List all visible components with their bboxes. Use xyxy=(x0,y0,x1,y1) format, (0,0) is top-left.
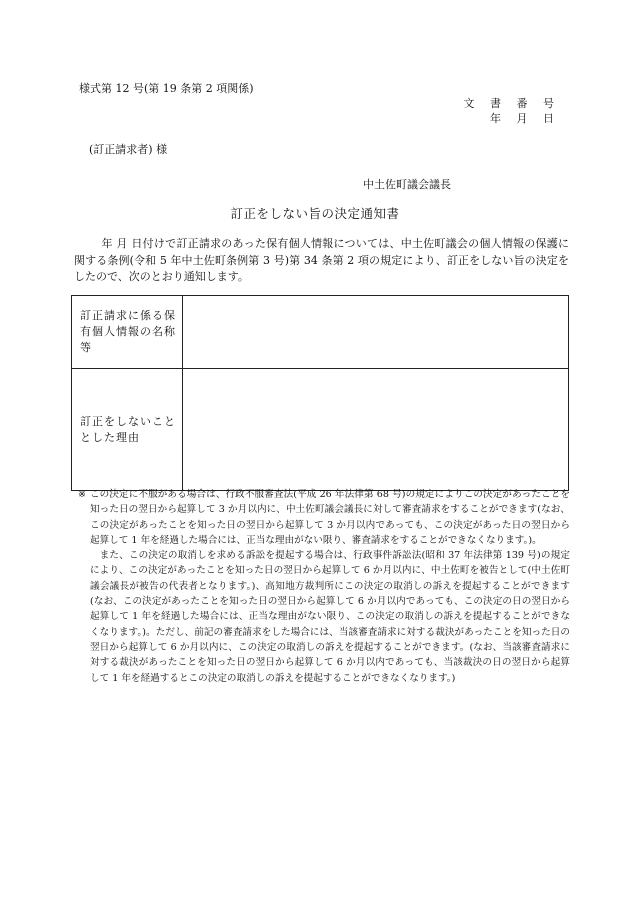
document-number-label: 文 書 番 号 xyxy=(463,97,560,110)
table-label-reason: 訂正をしないこととした理由 xyxy=(72,369,183,491)
table-label-personal-info: 訂正請求に係る保有個人情報の名称等 xyxy=(72,296,183,369)
date-label: 年 月 日 xyxy=(490,112,560,125)
note-paragraph xyxy=(78,548,570,686)
header-right-block xyxy=(464,96,561,126)
note-paragraph-2-text: また、この決定の取消しを求める訴訟を提起する場合は、行政事件訴訟法(昭和 37 年法律第 139 号)の規定により、この決定があったことを知った日の翌日から起算して 6 か月以内に、中土佐町を被告として(中土佐町議会議長が被告の代表者となります。)、高知地方裁判所にこの決定の取消しの訴えを提起することができます(なお、この決定があったことを知った日の翌日から起算して 6 か月以内であっても、この決定の日の翌日から起算して 1 年を経過した場合には、正当な理由がない限り、この決定の取消しの訴えを提起することができなくなります。)。ただし、前記の審査請求をした場合には、当該審査請求に対する裁決があったことを知った日の翌日から起算して 6 か月以内に、この決定の取消しの訴えを提起することができます。(なお、当該審査請求に対する裁決があったことを知った日の翌日から起算して 6 か月以内であっても、当該裁決の日の翌日から起算して 1 年を経過するとこの決定の取消しの訴えを提起することができなくなります。) xyxy=(90,550,570,684)
body-text: 年 月 日付けで訂正請求のあった保有個人情報については、中土佐町議会の個人情報の保護に関する条例(令和 5 年中土佐町条例第 3 号)第 34 条第 2 項の規定により、訂正をしない旨の決定をしたので、次のとおり通知します。 xyxy=(74,237,569,283)
info-table xyxy=(71,295,569,491)
form-number: 様式第 12 号(第 19 条第 2 項関係) xyxy=(79,82,254,95)
note-mark: ※ xyxy=(78,489,87,500)
table-value-reason xyxy=(183,369,569,491)
note-paragraph xyxy=(78,487,570,548)
table-row xyxy=(72,296,569,369)
addressee: (訂正請求者) 様 xyxy=(89,143,168,156)
note-paragraph-1-text: この決定に不服がある場合は、行政不服審査法(平成 26 年法律第 68 号)の規定によりこの決定があったことを知った日の翌日から起算して 3 か月以内に、中土佐町議会議長に対して審査請求をすることができます(なお、この決定があったことを知った日の翌日から起算して 3 か月以内であっても、この決定があった日の翌日から起算して 1 年を経過した場合には、正当な理由がない限り、審査請求をすることができなくなります。)。 xyxy=(90,489,570,546)
table-value-personal-info xyxy=(183,296,569,369)
table-row xyxy=(72,369,569,491)
sender: 中土佐町議会議長 xyxy=(363,178,451,191)
document-title: 訂正をしない旨の決定通知書 xyxy=(230,206,400,221)
notes-section xyxy=(78,487,570,686)
